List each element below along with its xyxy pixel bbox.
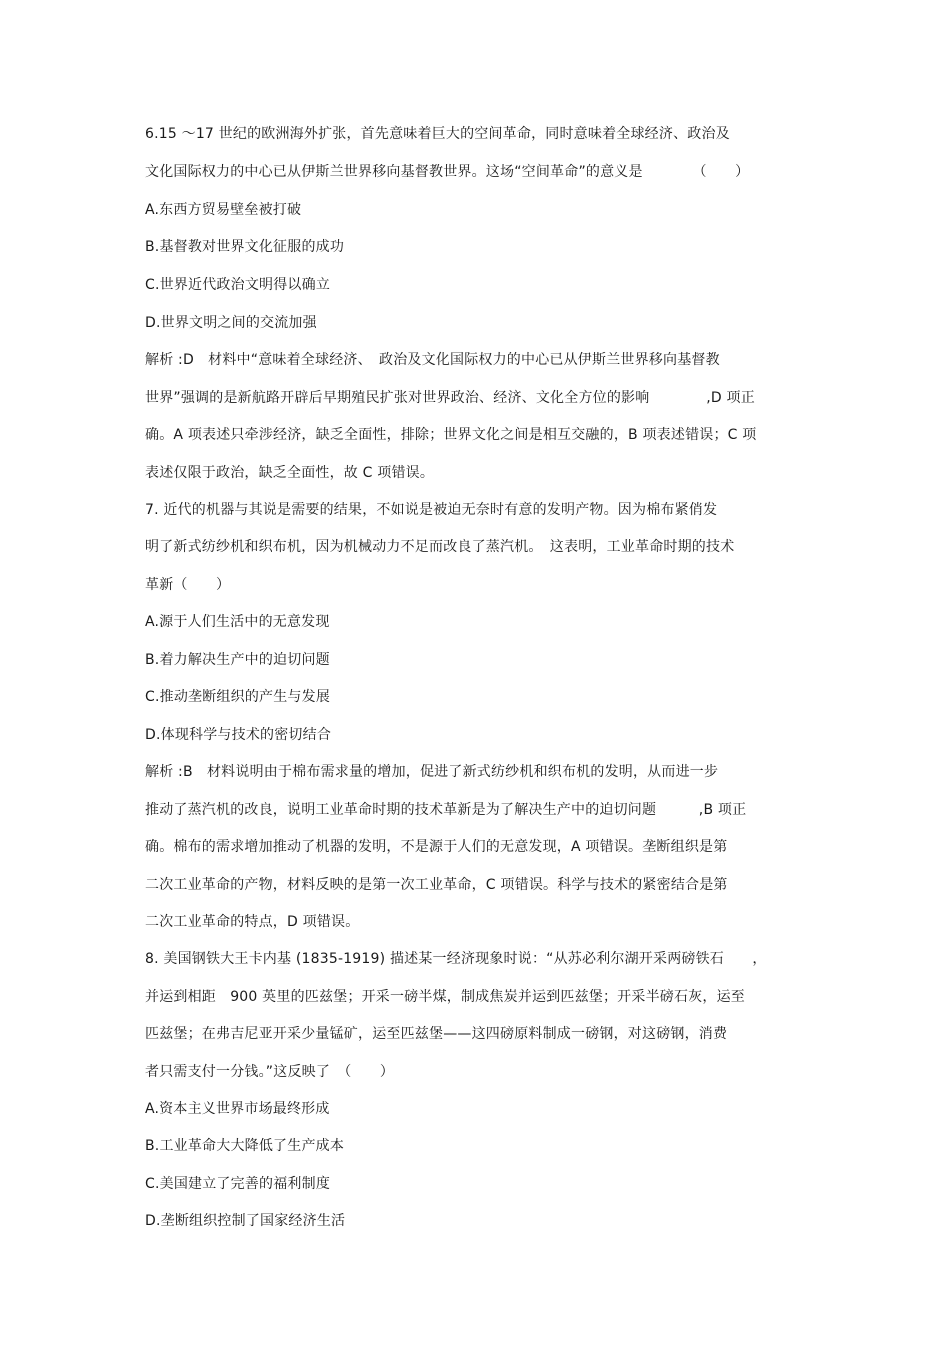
q8-stem-line-2: 并运到相距 900 英里的匹兹堡；开采一磅半煤，制成焦炭并运到匹兹堡；开采半磅石灰，运至 [145, 989, 745, 1005]
q6-stem-line-2: 文化国际权力的中心已从伊斯兰世界移向基督教世界。这场“空间革命”的意义是 （ ） [145, 164, 750, 180]
q7-analysis-line-2: 推动了蒸汽机的改良，说明工业革命时期的技术革新是为了解决生产中的迫切问题 ,B 项正 [145, 802, 747, 818]
q7-option-c: C.推动垄断组织的产生与发展 [145, 689, 331, 705]
q8-option-d: D.垄断组织控制了国家经济生活 [145, 1213, 346, 1229]
q6-option-c: C.世界近代政治文明得以确立 [145, 277, 331, 293]
q6-analysis-line-3: 确。A 项表述只牵涉经济，缺乏全面性，排除；世界文化之间是相互交融的，B 项表述错误；C 项 [145, 427, 757, 443]
q8-option-b: B.工业革命大大降低了生产成本 [145, 1138, 345, 1154]
q7-option-a: A.源于人们生活中的无意发现 [145, 614, 330, 630]
q7-analysis-line-4: 二次工业革命的产物，材料反映的是第一次工业革命，C 项错误。科学与技术的紧密结合是第 [145, 877, 728, 893]
q6-option-a: A.东西方贸易壁垒被打破 [145, 202, 302, 218]
q6-analysis-line-4: 表述仅限于政治，缺乏全面性，故 C 项错误。 [145, 465, 435, 481]
q7-option-d: D.体现科学与技术的密切结合 [145, 727, 332, 743]
q6-analysis-line-1: 解析 :D 材料中“意味着全球经济、 政治及文化国际权力的中心已从伊斯兰世界移向基督教 [145, 352, 720, 368]
q7-stem-line-2: 明了新式纺纱机和织布机，因为机械动力不足而改良了蒸汽机。 这表明，工业革命时期的技术 [145, 539, 735, 555]
q7-analysis-line-1: 解析 :B 材料说明由于棉布需求量的增加，促进了新式纺纱机和织布机的发明，从而进一步 [145, 764, 719, 780]
q8-stem-line-1: 8. 美国钢铁大王卡内基 (1835-1919) 描述某一经济现象时说：“从苏必利尔湖开采两磅铁石 ， [145, 951, 767, 967]
q7-option-b: B.着力解决生产中的迫切问题 [145, 652, 330, 668]
q8-stem-line-4: 者只需支付一分钱。”这反映了 （ ） [145, 1064, 395, 1080]
q8-option-c: C.美国建立了完善的福利制度 [145, 1176, 331, 1192]
q7-stem-line-3: 革新（ ） [145, 577, 231, 593]
q8-option-a: A.资本主义世界市场最终形成 [145, 1101, 330, 1117]
q6-analysis-line-2: 世界”强调的是新航路开辟后早期殖民扩张对世界政治、经济、文化全方位的影响 ,D 项正 [145, 390, 755, 406]
q7-analysis-line-3: 确。棉布的需求增加推动了机器的发明，不是源于人们的无意发现，A 项错误。垄断组织是第 [145, 839, 728, 855]
q6-option-b: B.基督教对世界文化征服的成功 [145, 239, 345, 255]
q7-analysis-line-5: 二次工业革命的特点，D 项错误。 [145, 914, 360, 930]
q6-option-d: D.世界文明之间的交流加强 [145, 315, 317, 331]
q6-stem-line-1: 6.15 ～17 世纪的欧洲海外扩张，首先意味着巨大的空间革命，同时意味着全球经济、政治及 [145, 126, 730, 142]
q7-stem-line-1: 7. 近代的机器与其说是需要的结果，不如说是被迫无奈时有意的发明产物。因为棉布紧俏发 [145, 502, 718, 518]
q8-stem-line-3: 匹兹堡；在弗吉尼亚开采少量锰矿，运至匹兹堡——这四磅原料制成一磅钢，对这磅钢，消费 [145, 1026, 728, 1042]
